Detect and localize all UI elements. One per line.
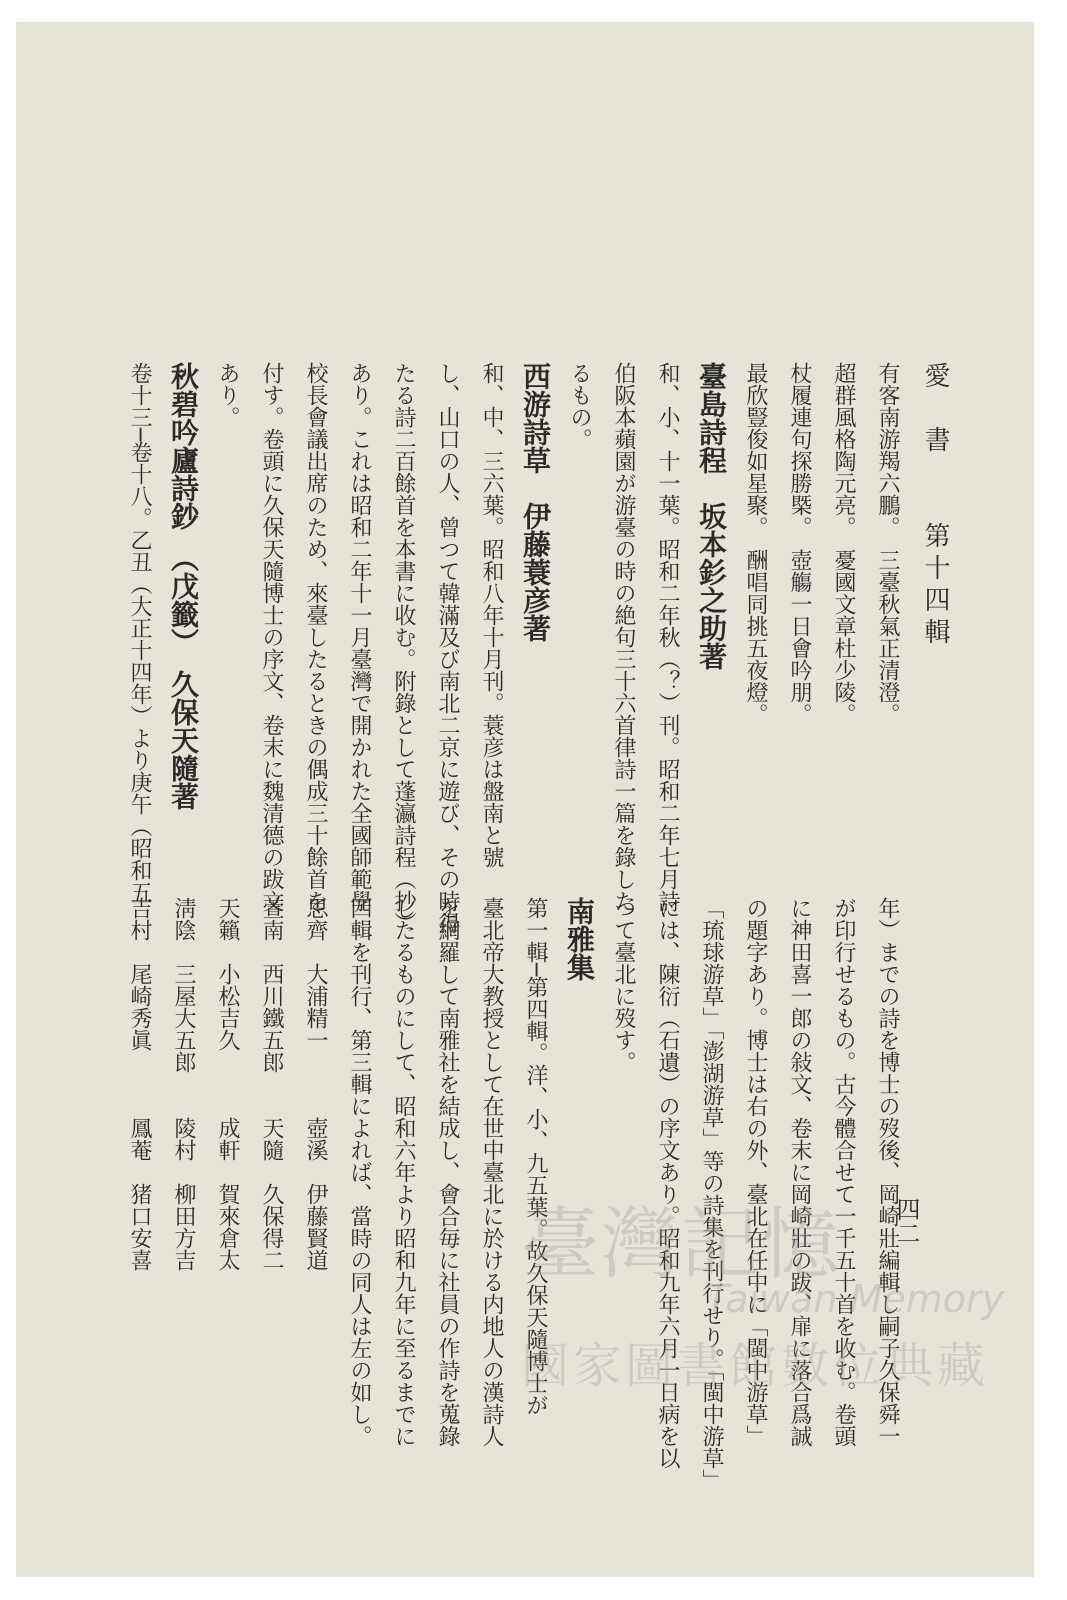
text-line: に神田喜一郎の敍文、卷末に岡崎壯の跋、扉に落合爲誠 (787, 897, 812, 1447)
upper-text-block (117, 362, 909, 934)
text-line: 最欣豎俊如星聚。 酬唱同挑五夜燈。 (743, 362, 768, 725)
text-line: 伯阪本蘋園が游臺の時の絶句三十六首律詩一篇を錄した (611, 362, 636, 912)
page-number: 四二 (892, 1197, 920, 1245)
text-line: あり。これは昭和二年十一月臺灣で開かれた全國師範學 (347, 362, 372, 912)
text-line: 第一輯─第四輯。洋、小、九五葉。故久保天隨博士が (523, 897, 548, 1417)
text-line: 「琉球游草」「澎湖游草」等の詩集を刊行せり。「閩中游草」 (699, 897, 724, 1491)
text-line: が印行せるもの。古今體合せて一千五十首を收む。卷頭 (831, 897, 856, 1447)
member-line: 吉村 尾崎秀眞 鳳菴 猪口安喜 (127, 897, 152, 1271)
text-line: 有客南游羯六鵬。 三臺秋氣正清澄。 (875, 362, 900, 725)
text-line: には、陳衍（石遺）の序文あり。昭和九年六月一日病を以 (655, 897, 680, 1469)
text-line: 卷十三─卷十八。乙丑（大正十四年）より庚午（昭和五 (127, 362, 152, 904)
section-heading: 南雅集 (563, 897, 596, 981)
member-line: 思齊 大浦精一 壺溪 伊藤賢道 (303, 897, 328, 1271)
text-line: あり。 (215, 362, 240, 428)
text-line: 臺北帝大教授として在世中臺北に於ける内地人の漢詩人 (479, 897, 504, 1447)
watermark-logo: 臺灣記憶 (521, 1200, 842, 1290)
text-line: 年）までの詩を博士の歿後、岡崎壯編輯し嗣子久保舜一 (875, 897, 900, 1447)
text-line: を網羅して南雅社を結成し、會合毎に社員の作詩を蒐錄 (435, 897, 460, 1447)
watermark-institution: 國家圖書館數位典藏 (521, 1338, 990, 1394)
member-line: 萱南 西川鐵五郎 天隨 久保得二 (259, 897, 284, 1271)
journal-title: 愛 書 (920, 362, 950, 458)
issue-label: 第十四輯 (920, 522, 950, 650)
text-line: 校長會議出席のため、來臺したるときの偶成三十餘首を (303, 362, 328, 912)
member-line: 天籟 小松吉久 成軒 賀來倉太 (215, 897, 240, 1271)
text-line: たる詩二百餘首を本書に收む。附錄として蓬瀛詩程（抄） (391, 362, 416, 934)
text-line: るもの。 (567, 362, 592, 450)
member-line: 淸陰 三屋大五郎 陵村 柳田方吉 (171, 897, 196, 1271)
text-line: したるものにして、昭和六年より昭和九年に至るまでに (391, 897, 416, 1447)
text-line: し、山口の人、曾つて韓滿及び南北二京に遊び、その時得 (435, 362, 460, 934)
section-heading: 臺島詩程 坂本釤之助著 (695, 362, 728, 670)
text-line: 和、中、三六葉。昭和八年十月刊。蓑彦は盤南と號 (479, 362, 504, 868)
section-heading: 秋碧吟廬詩鈔 （戊籤） 久保天隨著 (167, 362, 200, 810)
text-line: 超群風格陶元亮。 憂國文章杜少陵。 (831, 362, 856, 725)
text-line: 杖履連句探勝槩。 壺觴一日會吟朋。 (787, 362, 812, 725)
book-page (16, 22, 1034, 1577)
text-line: の題字あり。博士は右の外、臺北在任中に「閩中游草」 (743, 897, 768, 1447)
text-line: 四輯を刊行、第三輯によれば、當時の同人は左の如し。 (347, 897, 372, 1447)
text-line: 和、小、十一葉。昭和二年秋（？）刊。昭和二年七月詩 (655, 362, 680, 912)
text-line: つて臺北に歿す。 (611, 897, 636, 1073)
text-line: 付す。卷頭に久保天隨博士の序文、卷末に魏清德の跋文 (259, 362, 284, 912)
section-heading: 西游詩草 伊藤蓑彦著 (519, 362, 552, 642)
watermark-english: Taiwan Memory (706, 1277, 1005, 1321)
